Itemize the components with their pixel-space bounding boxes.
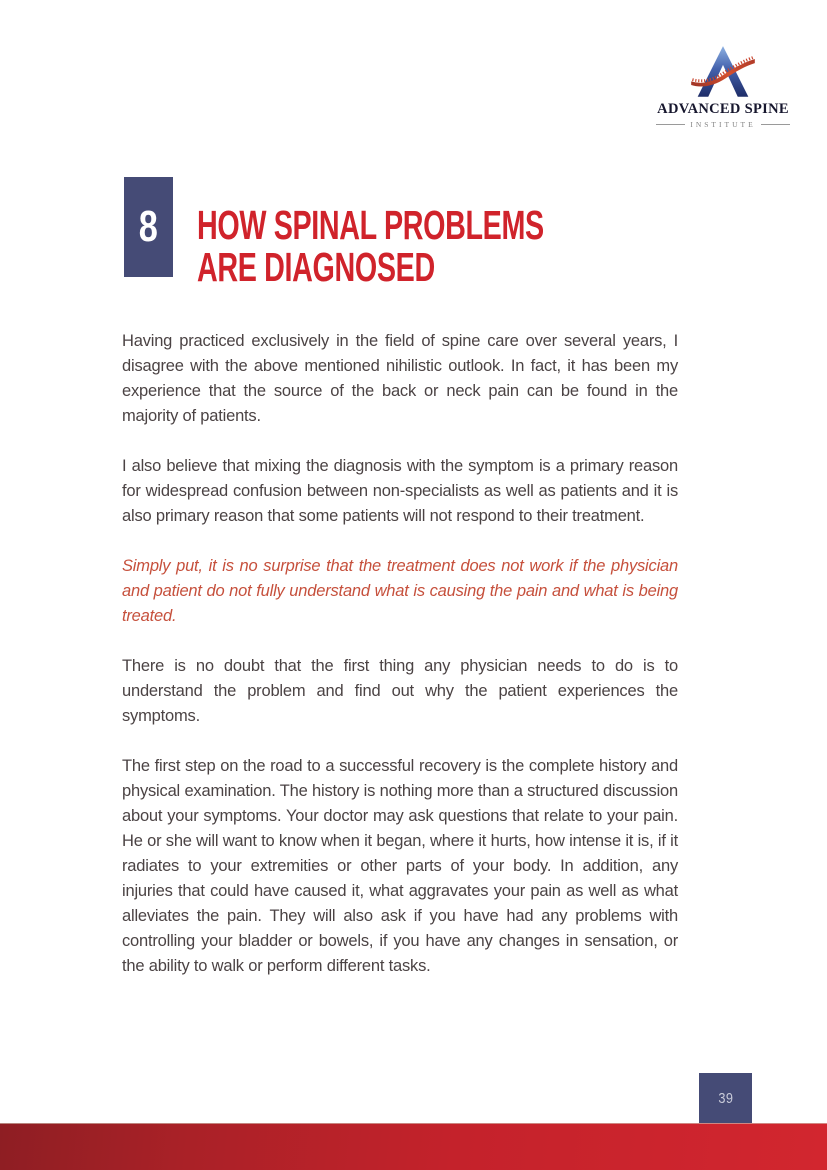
chapter-title: [197, 204, 544, 288]
chapter-title-line1: HOW SPINAL PROBLEMS: [197, 202, 544, 248]
chapter-number: 8: [138, 202, 159, 251]
advanced-spine-institute-logo: [656, 44, 790, 129]
paragraph-4: There is no doubt that the first thing any physician needs to do is to understand the problem and find out why the patient experiences the symptoms.: [122, 657, 678, 725]
logo-subtitle-row: [656, 120, 790, 129]
chapter-title-line2: ARE DIAGNOSED: [197, 244, 435, 290]
paragraph-2: I also believe that mixing the diagnosis with the symptom is a primary reason for widespread confusion between non-specialists as well as patients and it is also primary reason that some patients will not respond to their treatment.: [122, 457, 678, 525]
paragraph-3-emphasis: Simply put, it is no surprise that the treatment does not work if the physician and patient do not fully understand what is causing the pain and what is being treated.: [122, 557, 678, 625]
spine-a-logo-icon: [690, 44, 756, 100]
footer-red-bar: [0, 1123, 827, 1170]
page-number: 39: [717, 1089, 734, 1107]
paragraph-1: Having practiced exclusively in the field of spine care over several years, I disagree with the above mentioned nihilistic outlook. In fact, it has been my experience that the source of the back or neck pain can be found in the majority of patients.: [122, 332, 678, 425]
chapter-number-box: [124, 177, 173, 277]
page-number-tab: [699, 1073, 752, 1123]
logo-subtitle: INSTITUTE: [690, 120, 756, 129]
body-text: [122, 329, 678, 1004]
chapter-header: [124, 177, 692, 288]
logo-rule-left: [656, 124, 685, 125]
logo-rule-right: [761, 124, 790, 125]
paragraph-5: The first step on the road to a successful recovery is the complete history and physical examination. The history is nothing more than a structured discussion about your symptoms. Your doctor may ask questions that relate to your pain. He or she will want to know when it began, where it hurts, how intense it is, if it radiates to your extremities or other parts of your body. In addition, any injuries that could have caused it, what aggravates your pain as well as what alleviates the pain. They will also ask if you have had any problems with controlling your bladder or bowels, if you have any changes in sensation, or the ability to walk or perform different tasks.: [122, 757, 678, 975]
logo-company-name: ADVANCED SPINE: [657, 101, 789, 117]
